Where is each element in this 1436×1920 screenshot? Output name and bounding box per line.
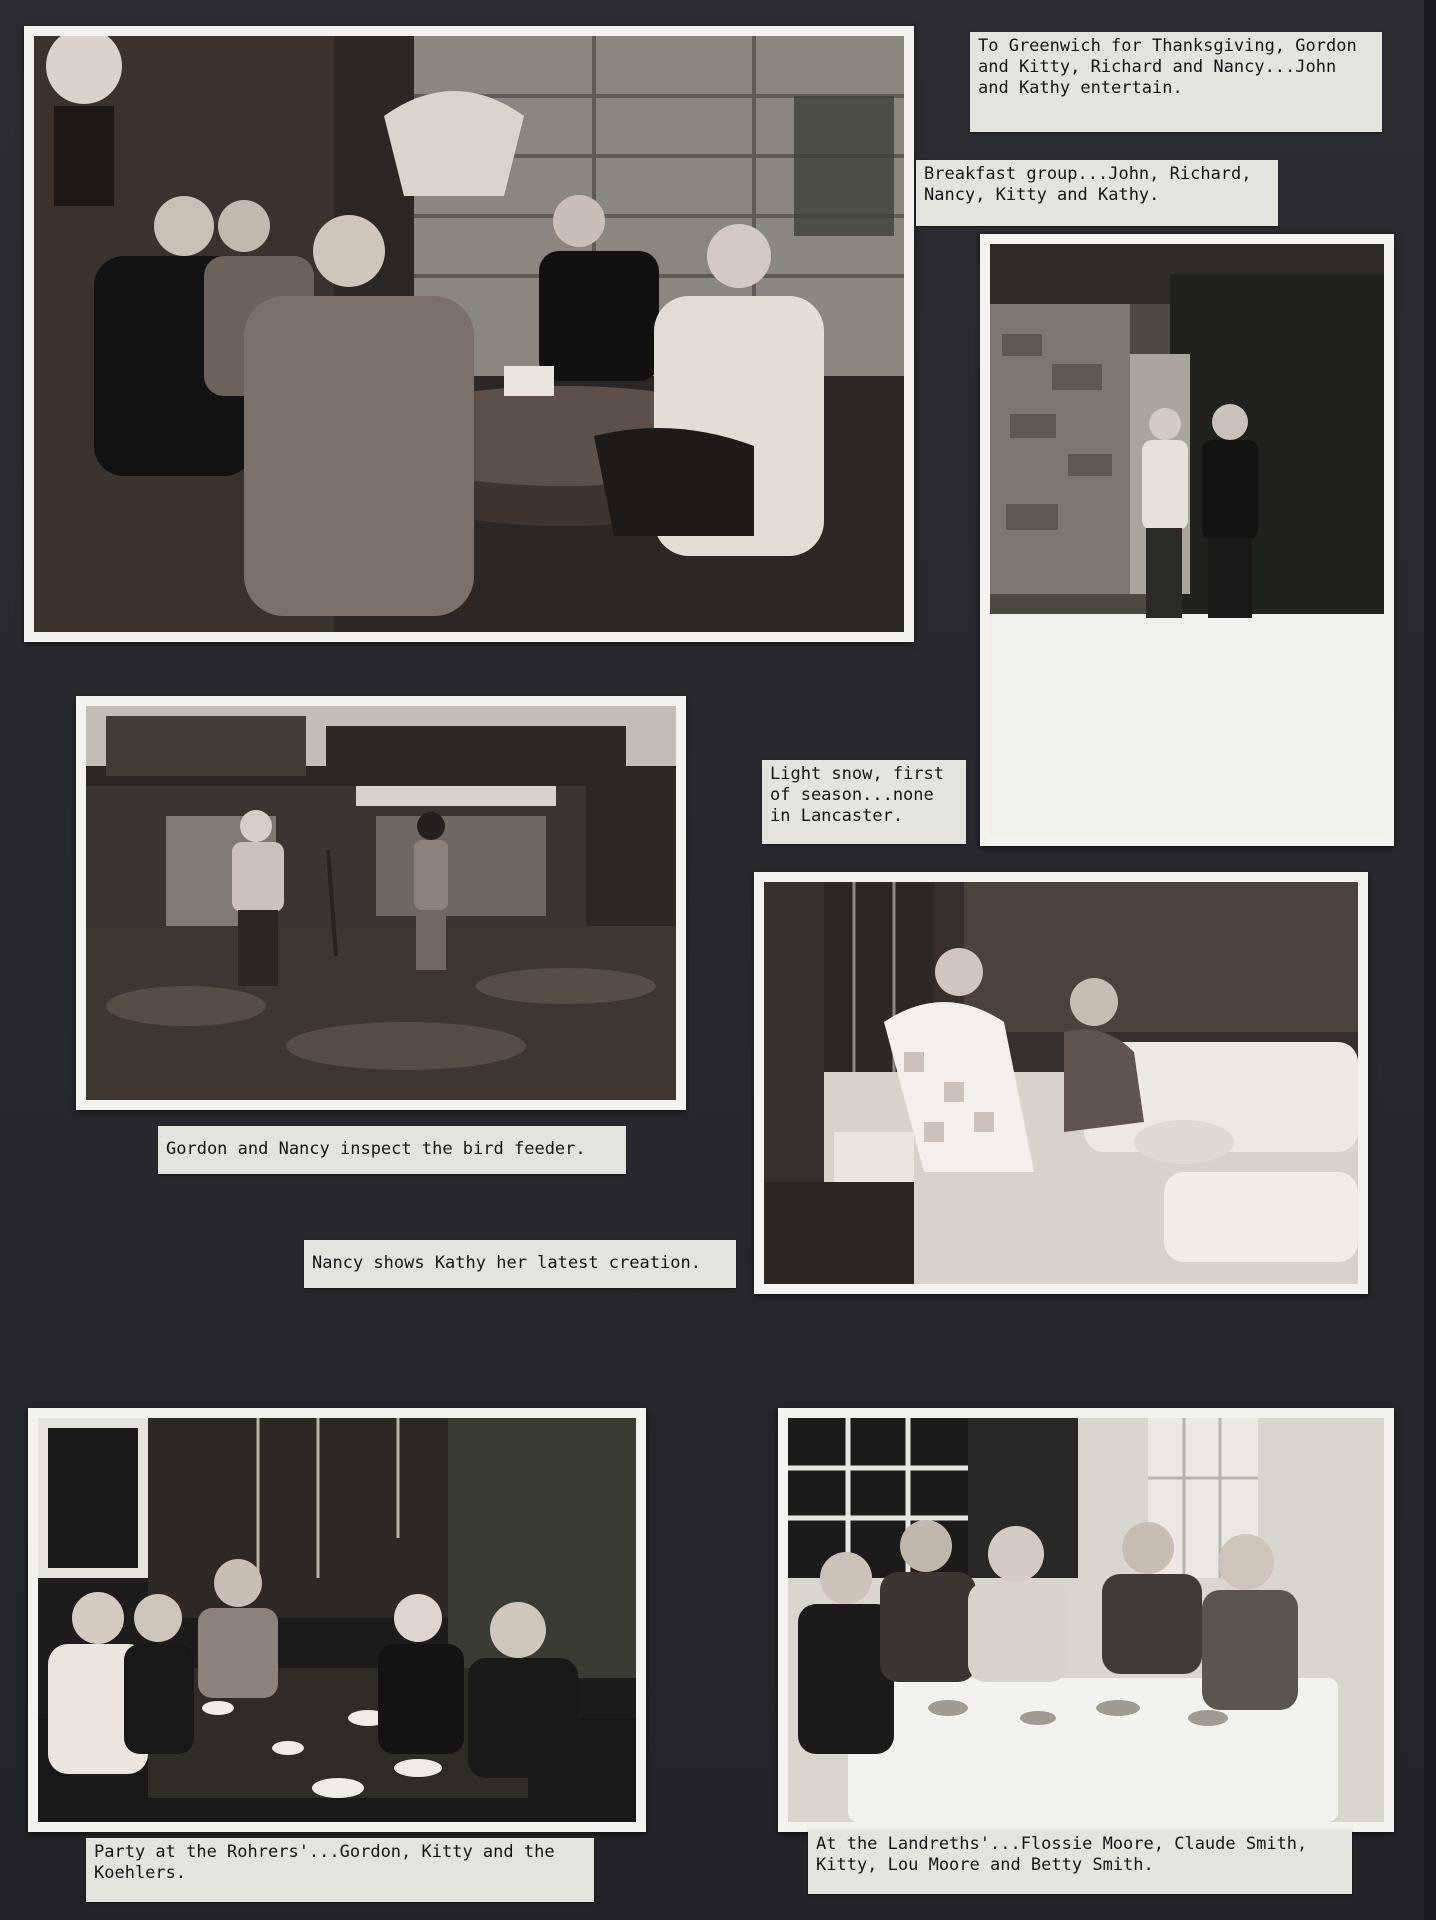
photo-breakfast-group	[24, 26, 914, 642]
photo-light-snow	[980, 234, 1394, 846]
album-spine-edge	[1424, 0, 1436, 1920]
photo-latest-creation	[754, 872, 1368, 1294]
caption-bird-feeder: Gordon and Nancy inspect the bird feeder.	[158, 1126, 626, 1174]
caption-rohrers-party: Party at the Rohrers'...Gordon, Kitty and the Koehlers.	[86, 1838, 594, 1902]
caption-landreths-party: At the Landreths'...Flossie Moore, Claude Smith, Kitty, Lou Moore and Betty Smith.	[808, 1830, 1352, 1894]
photo-landreths-party	[778, 1408, 1394, 1832]
caption-light-snow: Light snow, first of season...none in Lancaster.	[762, 760, 966, 844]
photo-rohrers-party	[28, 1408, 646, 1832]
photo-bird-feeder	[76, 696, 686, 1110]
caption-breakfast: Breakfast group...John, Richard, Nancy, Kitty and Kathy.	[916, 160, 1278, 226]
caption-latest-creation: Nancy shows Kathy her latest creation.	[304, 1240, 736, 1288]
caption-greenwich: To Greenwich for Thanksgiving, Gordon and Kitty, Richard and Nancy...John and Kathy entertain.	[970, 32, 1382, 132]
